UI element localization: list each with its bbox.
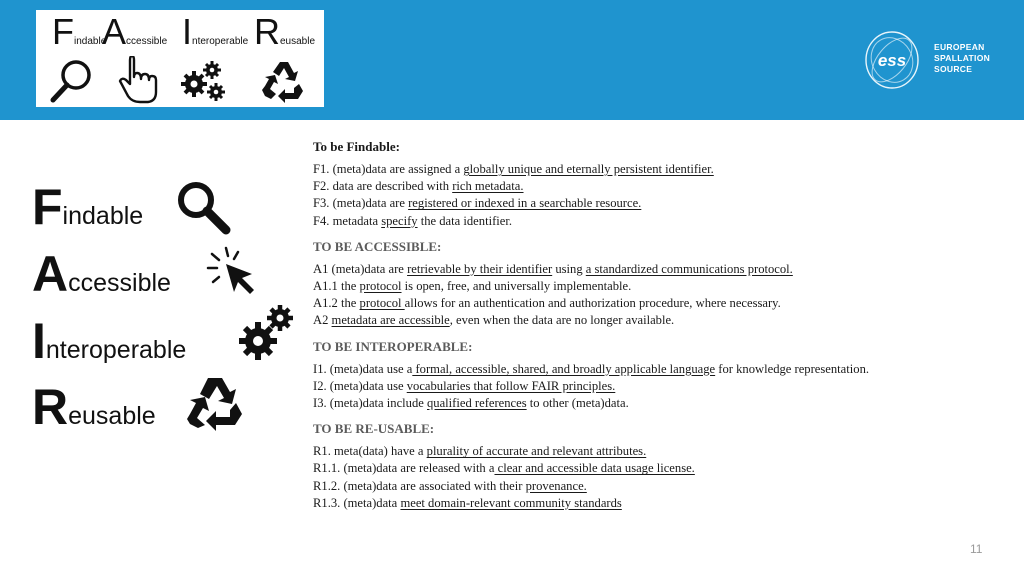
line-text: F4. metadata (313, 213, 382, 228)
section-title: TO BE INTEROPERABLE: (313, 338, 473, 354)
svg-text:ess: ess (877, 51, 907, 70)
line-text: A2 (313, 313, 332, 328)
section-title: TO BE ACCESSIBLE: (313, 238, 442, 254)
magnifier-icon (53, 62, 89, 100)
line-text: F1. (meta)data are assigned a (313, 162, 464, 176)
line-text: R1. meta(data) have a (313, 444, 427, 459)
principle-line (313, 161, 973, 178)
magnifier-icon (174, 178, 234, 236)
section-title: TO BE RE-USABLE: (313, 421, 435, 437)
header-band (0, 0, 1024, 120)
principle-line (313, 312, 973, 329)
underlined-term: globally unique and eternally persistent identifier. (463, 162, 714, 176)
line-text: R1.2. (meta)data are associated with their (313, 478, 526, 493)
fair-row-reusable: Reusable (32, 379, 156, 435)
cursor-click-icon (206, 246, 266, 296)
principle-line (313, 213, 973, 230)
underlined-term: provenance. (525, 478, 587, 493)
page-number: 11 (970, 542, 983, 556)
principle-line (313, 261, 973, 278)
section-title: To be Findable: (313, 139, 400, 154)
ess-mark-icon (862, 28, 932, 92)
line-text: R1.1. (meta)data are released with a (313, 461, 495, 476)
underlined-term: protocol (359, 279, 402, 294)
principle-line (313, 460, 973, 477)
underlined-term: a standardized communications protocol. (585, 261, 793, 276)
fair-row-findable: Findable (32, 179, 144, 235)
line-text: A1.2 the (313, 296, 360, 311)
underlined-term: metadata are accessible (331, 313, 450, 328)
line-text: F2. data are described with (313, 179, 453, 194)
recycle-icon (262, 62, 303, 103)
underlined-term: vocabularies that follow FAIR principles. (406, 378, 616, 393)
line-text: is open, free, and universally implementable. (401, 279, 632, 294)
line-text: I3. (meta)data include (313, 396, 427, 411)
banner-word-interoperable: Interoperable (182, 11, 249, 52)
principle-line (313, 178, 973, 195)
line-text: A1 (meta)data are (313, 261, 408, 276)
underlined-term: protocol (359, 296, 405, 311)
principle-line (313, 195, 973, 212)
gears-icon (181, 61, 225, 101)
line-text: F3. (meta)data are (313, 196, 409, 211)
principle-line (313, 378, 973, 395)
section-lines (313, 261, 973, 330)
line-text: allows for an authentication and authorization procedure, where necessary. (404, 296, 781, 311)
fair-principles-text (313, 138, 973, 520)
banner-word-reusable: Reusable (254, 11, 316, 52)
hand-pointer-icon (120, 56, 156, 102)
banner-icons (36, 56, 324, 106)
line-text: I1. (meta)data use a (313, 361, 413, 376)
section-lines (313, 443, 973, 512)
principle-line (313, 495, 973, 512)
principle-line (313, 395, 973, 412)
gears-icon (238, 303, 296, 363)
underlined-term: retrievable by their identifier (407, 261, 553, 276)
principle-line (313, 478, 973, 495)
underlined-term: meet domain-relevant community standards (400, 495, 622, 510)
ess-logo (862, 28, 1002, 92)
banner-word-accessible: Accessible (102, 11, 168, 52)
section-lines (313, 361, 973, 413)
line-text: , even when the data are no longer available. (449, 313, 675, 328)
line-text: the data identifier. (417, 213, 512, 228)
principle-line (313, 361, 873, 378)
fair-row-interoperable: Interoperable (32, 313, 187, 369)
principle-line (313, 443, 973, 460)
underlined-term: qualified references (427, 396, 527, 411)
line-text: A1.1 the (313, 279, 360, 294)
ess-logo-text: EUROPEAN SPALLATION SOURCE (934, 42, 991, 74)
underlined-term: clear and accessible data usage license. (494, 461, 695, 476)
line-text: to other (meta)data. (526, 396, 629, 411)
underlined-term: plurality of accurate and relevant attributes. (426, 444, 647, 459)
line-text: R1.3. (meta)data (313, 495, 401, 510)
underlined-term: specify (381, 213, 418, 228)
recycle-icon (186, 374, 248, 432)
banner-word-findable: Findable (52, 11, 107, 52)
principle-line (313, 295, 973, 312)
underlined-term: formal, accessible, shared, and broadly applicable language (412, 361, 716, 376)
fair-row-accessible: Accessible (32, 246, 171, 302)
line-text: using (552, 261, 586, 276)
line-text: I2. (meta)data use (313, 378, 407, 393)
section-lines (313, 161, 973, 230)
line-text: for knowledge representation. (715, 361, 870, 376)
underlined-term: rich metadata. (452, 179, 524, 194)
principle-line (313, 278, 973, 295)
underlined-term: registered or indexed in a searchable resource. (408, 196, 642, 211)
fair-graphic (26, 170, 266, 440)
fair-banner (36, 10, 324, 107)
